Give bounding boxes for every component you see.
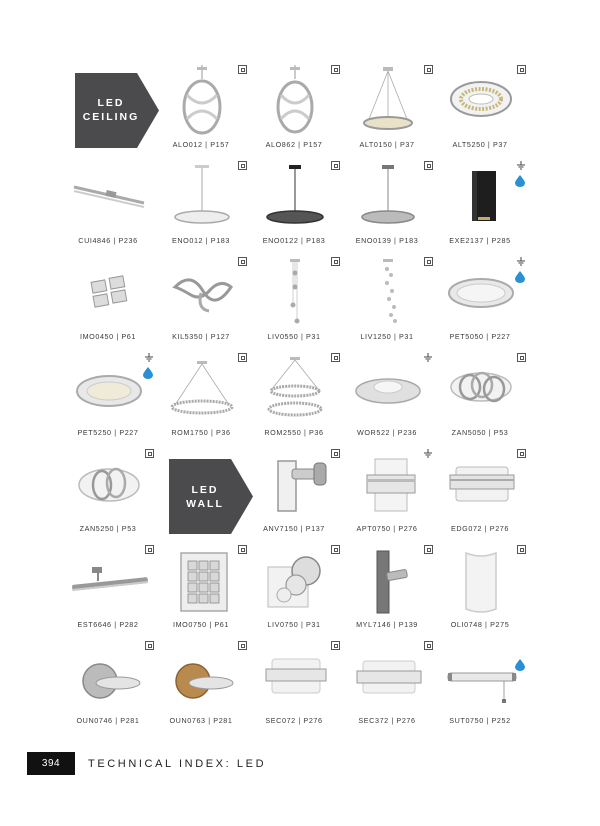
product-image	[254, 449, 336, 523]
product-code: WOR522 | P236	[356, 428, 417, 437]
product-code: CUI4846 | P236	[78, 236, 138, 245]
product-image	[161, 641, 243, 715]
product-code: SUT0750 | P252	[449, 716, 511, 725]
banner-line-1: LED	[191, 484, 219, 496]
banner-line-1: LED	[97, 97, 125, 109]
product-image	[347, 257, 429, 331]
product-code: ALO012 | P157	[172, 140, 230, 149]
product-code: SEC072 | P276	[265, 716, 323, 725]
product-code: EDG072 | P276	[450, 524, 509, 533]
page-number: 394	[27, 752, 75, 775]
product-code: ENO012 | P183	[171, 236, 230, 245]
product-code: LIV0550 | P31	[267, 332, 321, 341]
product-image	[347, 449, 429, 523]
product-code: MYL7146 | P139	[356, 620, 418, 629]
product-tile[interactable]	[62, 545, 154, 639]
product-code: SEC372 | P276	[358, 716, 416, 725]
product-image	[161, 161, 243, 235]
product-image	[440, 545, 522, 619]
product-tile[interactable]	[341, 545, 433, 639]
product-image	[161, 353, 243, 427]
product-image	[440, 257, 522, 331]
product-code: ALO862 | P157	[265, 140, 323, 149]
banner-line-2: CEILING	[82, 111, 140, 123]
product-image	[440, 161, 522, 235]
product-tile[interactable]	[62, 449, 154, 543]
product-image	[347, 353, 429, 427]
page-section-title: TECHNICAL INDEX: LED	[88, 758, 267, 770]
banner-line-2: WALL	[186, 498, 224, 510]
product-code: IMO0750 | P61	[172, 620, 229, 629]
product-tile[interactable]	[341, 161, 433, 255]
product-tile[interactable]	[155, 257, 247, 351]
product-image	[254, 545, 336, 619]
product-code: ROM2550 | P36	[264, 428, 324, 437]
product-tile[interactable]	[341, 257, 433, 351]
product-code: EXE2137 | P285	[449, 236, 511, 245]
product-code: LIV0750 | P31	[267, 620, 321, 629]
product-tile[interactable]	[341, 353, 433, 447]
product-code: PET5050 | P227	[449, 332, 511, 341]
product-image	[254, 641, 336, 715]
product-tile[interactable]	[62, 161, 154, 255]
product-tile[interactable]	[62, 641, 154, 735]
product-code: PET5250 | P227	[77, 428, 139, 437]
product-tile[interactable]	[248, 641, 340, 735]
product-image	[347, 641, 429, 715]
product-code: ANV7150 | P137	[263, 524, 325, 533]
product-image	[68, 257, 150, 331]
product-tile[interactable]	[248, 449, 340, 543]
product-tile[interactable]	[62, 353, 154, 447]
product-code: ENO0122 | P183	[262, 236, 326, 245]
product-image	[68, 641, 150, 715]
product-image	[254, 257, 336, 331]
product-image	[161, 257, 243, 331]
led-ceiling-banner	[75, 73, 159, 148]
product-image	[347, 161, 429, 235]
product-image	[254, 353, 336, 427]
product-code: APT0750 | P276	[356, 524, 418, 533]
product-code: ALT0150 | P37	[359, 140, 415, 149]
product-code: ROM1750 | P36	[171, 428, 231, 437]
product-code: ALT5250 | P37	[452, 140, 508, 149]
product-tile[interactable]	[155, 641, 247, 735]
product-code: EST6646 | P282	[77, 620, 139, 629]
product-tile[interactable]	[434, 545, 526, 639]
product-tile[interactable]	[248, 161, 340, 255]
product-image	[347, 545, 429, 619]
product-tile[interactable]	[155, 161, 247, 255]
product-tile[interactable]	[62, 257, 154, 351]
product-code: KIL5350 | P127	[172, 332, 230, 341]
product-tile[interactable]	[248, 65, 340, 159]
product-code: OUN0763 | P281	[169, 716, 233, 725]
product-code: OLI0748 | P275	[450, 620, 510, 629]
product-tile[interactable]	[434, 65, 526, 159]
product-tile[interactable]	[434, 161, 526, 255]
product-code: OUN0746 | P281	[76, 716, 140, 725]
product-code: ZAN5250 | P53	[79, 524, 137, 533]
product-image	[254, 161, 336, 235]
product-tile[interactable]	[341, 641, 433, 735]
product-tile[interactable]	[155, 353, 247, 447]
product-image	[68, 545, 150, 619]
product-code: IMO0450 | P61	[79, 332, 136, 341]
product-image	[440, 353, 522, 427]
product-tile[interactable]	[434, 641, 526, 735]
product-image	[440, 449, 522, 523]
product-tile[interactable]	[434, 353, 526, 447]
product-image	[161, 545, 243, 619]
product-tile[interactable]	[248, 545, 340, 639]
product-image	[254, 65, 336, 139]
product-image	[347, 65, 429, 139]
led-wall-banner	[169, 459, 253, 534]
product-tile[interactable]	[248, 257, 340, 351]
product-tile[interactable]	[341, 65, 433, 159]
product-image	[68, 449, 150, 523]
product-tile[interactable]	[434, 257, 526, 351]
product-tile[interactable]	[155, 65, 247, 159]
product-code: ENO0139 | P183	[355, 236, 419, 245]
product-tile[interactable]	[434, 449, 526, 543]
product-image	[68, 161, 150, 235]
product-image	[161, 65, 243, 139]
product-tile[interactable]	[341, 449, 433, 543]
product-tile[interactable]	[248, 353, 340, 447]
product-code: ZAN5050 | P53	[451, 428, 509, 437]
product-image	[68, 353, 150, 427]
product-image	[440, 65, 522, 139]
product-image	[440, 641, 522, 715]
product-tile[interactable]	[155, 545, 247, 639]
product-code: LIV1250 | P31	[360, 332, 414, 341]
